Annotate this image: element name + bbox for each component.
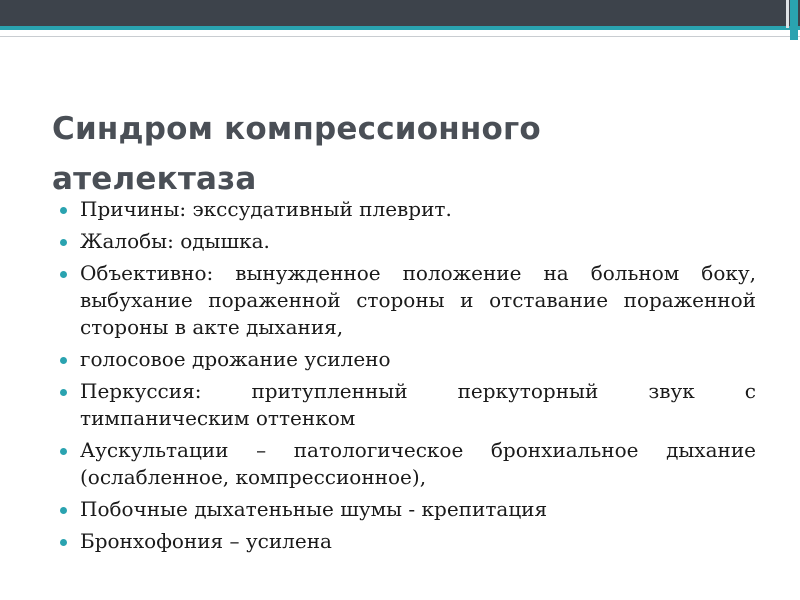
bullet-text: Бронхофония – усилена <box>80 529 332 553</box>
bullet-dot-icon <box>60 357 67 364</box>
corner-decoration-light <box>786 0 789 28</box>
header-bar <box>0 0 800 26</box>
corner-decoration-accent <box>790 0 798 40</box>
bullet-text: голосовое дрожание усилено <box>80 347 391 371</box>
bullet-dot-icon <box>60 389 67 396</box>
header-divider <box>0 36 800 37</box>
bullet-item <box>58 528 756 555</box>
bullet-item <box>58 496 756 523</box>
bullet-text: Перкуссия: притупленный перкуторный звук с тимпаническим оттенком <box>80 379 756 430</box>
bullet-item <box>58 378 756 432</box>
bullet-dot-icon <box>60 539 67 546</box>
bullet-text: Аускультации – патологическое бронхиальное дыхание (ослабленное, компрессионное), <box>80 438 756 489</box>
bullet-dot-icon <box>60 239 67 246</box>
bullet-item <box>58 228 756 255</box>
bullet-text: Побочные дыхатеньные шумы - крепитация <box>80 497 548 521</box>
bullet-dot-icon <box>60 448 67 455</box>
bullet-text: Жалобы: одышка. <box>80 229 270 253</box>
bullet-item <box>58 260 756 341</box>
bullet-dot-icon <box>60 207 67 214</box>
bullet-item <box>58 437 756 491</box>
bullet-text: Причины: экссудативный плеврит. <box>80 197 452 221</box>
header-accent-stripe <box>0 26 800 30</box>
bullet-item <box>58 346 756 373</box>
bullet-item <box>58 196 756 223</box>
bullet-dot-icon <box>60 507 67 514</box>
bullet-dot-icon <box>60 271 67 278</box>
slide-title: Синдром компрессионного ателектаза <box>52 111 541 197</box>
bullet-text: Объективно: вынужденное положение на больном боку, выбухание пораженной стороны и отставание пораженной стороны в акте дыхания, <box>80 261 756 339</box>
bullet-list <box>58 196 756 560</box>
